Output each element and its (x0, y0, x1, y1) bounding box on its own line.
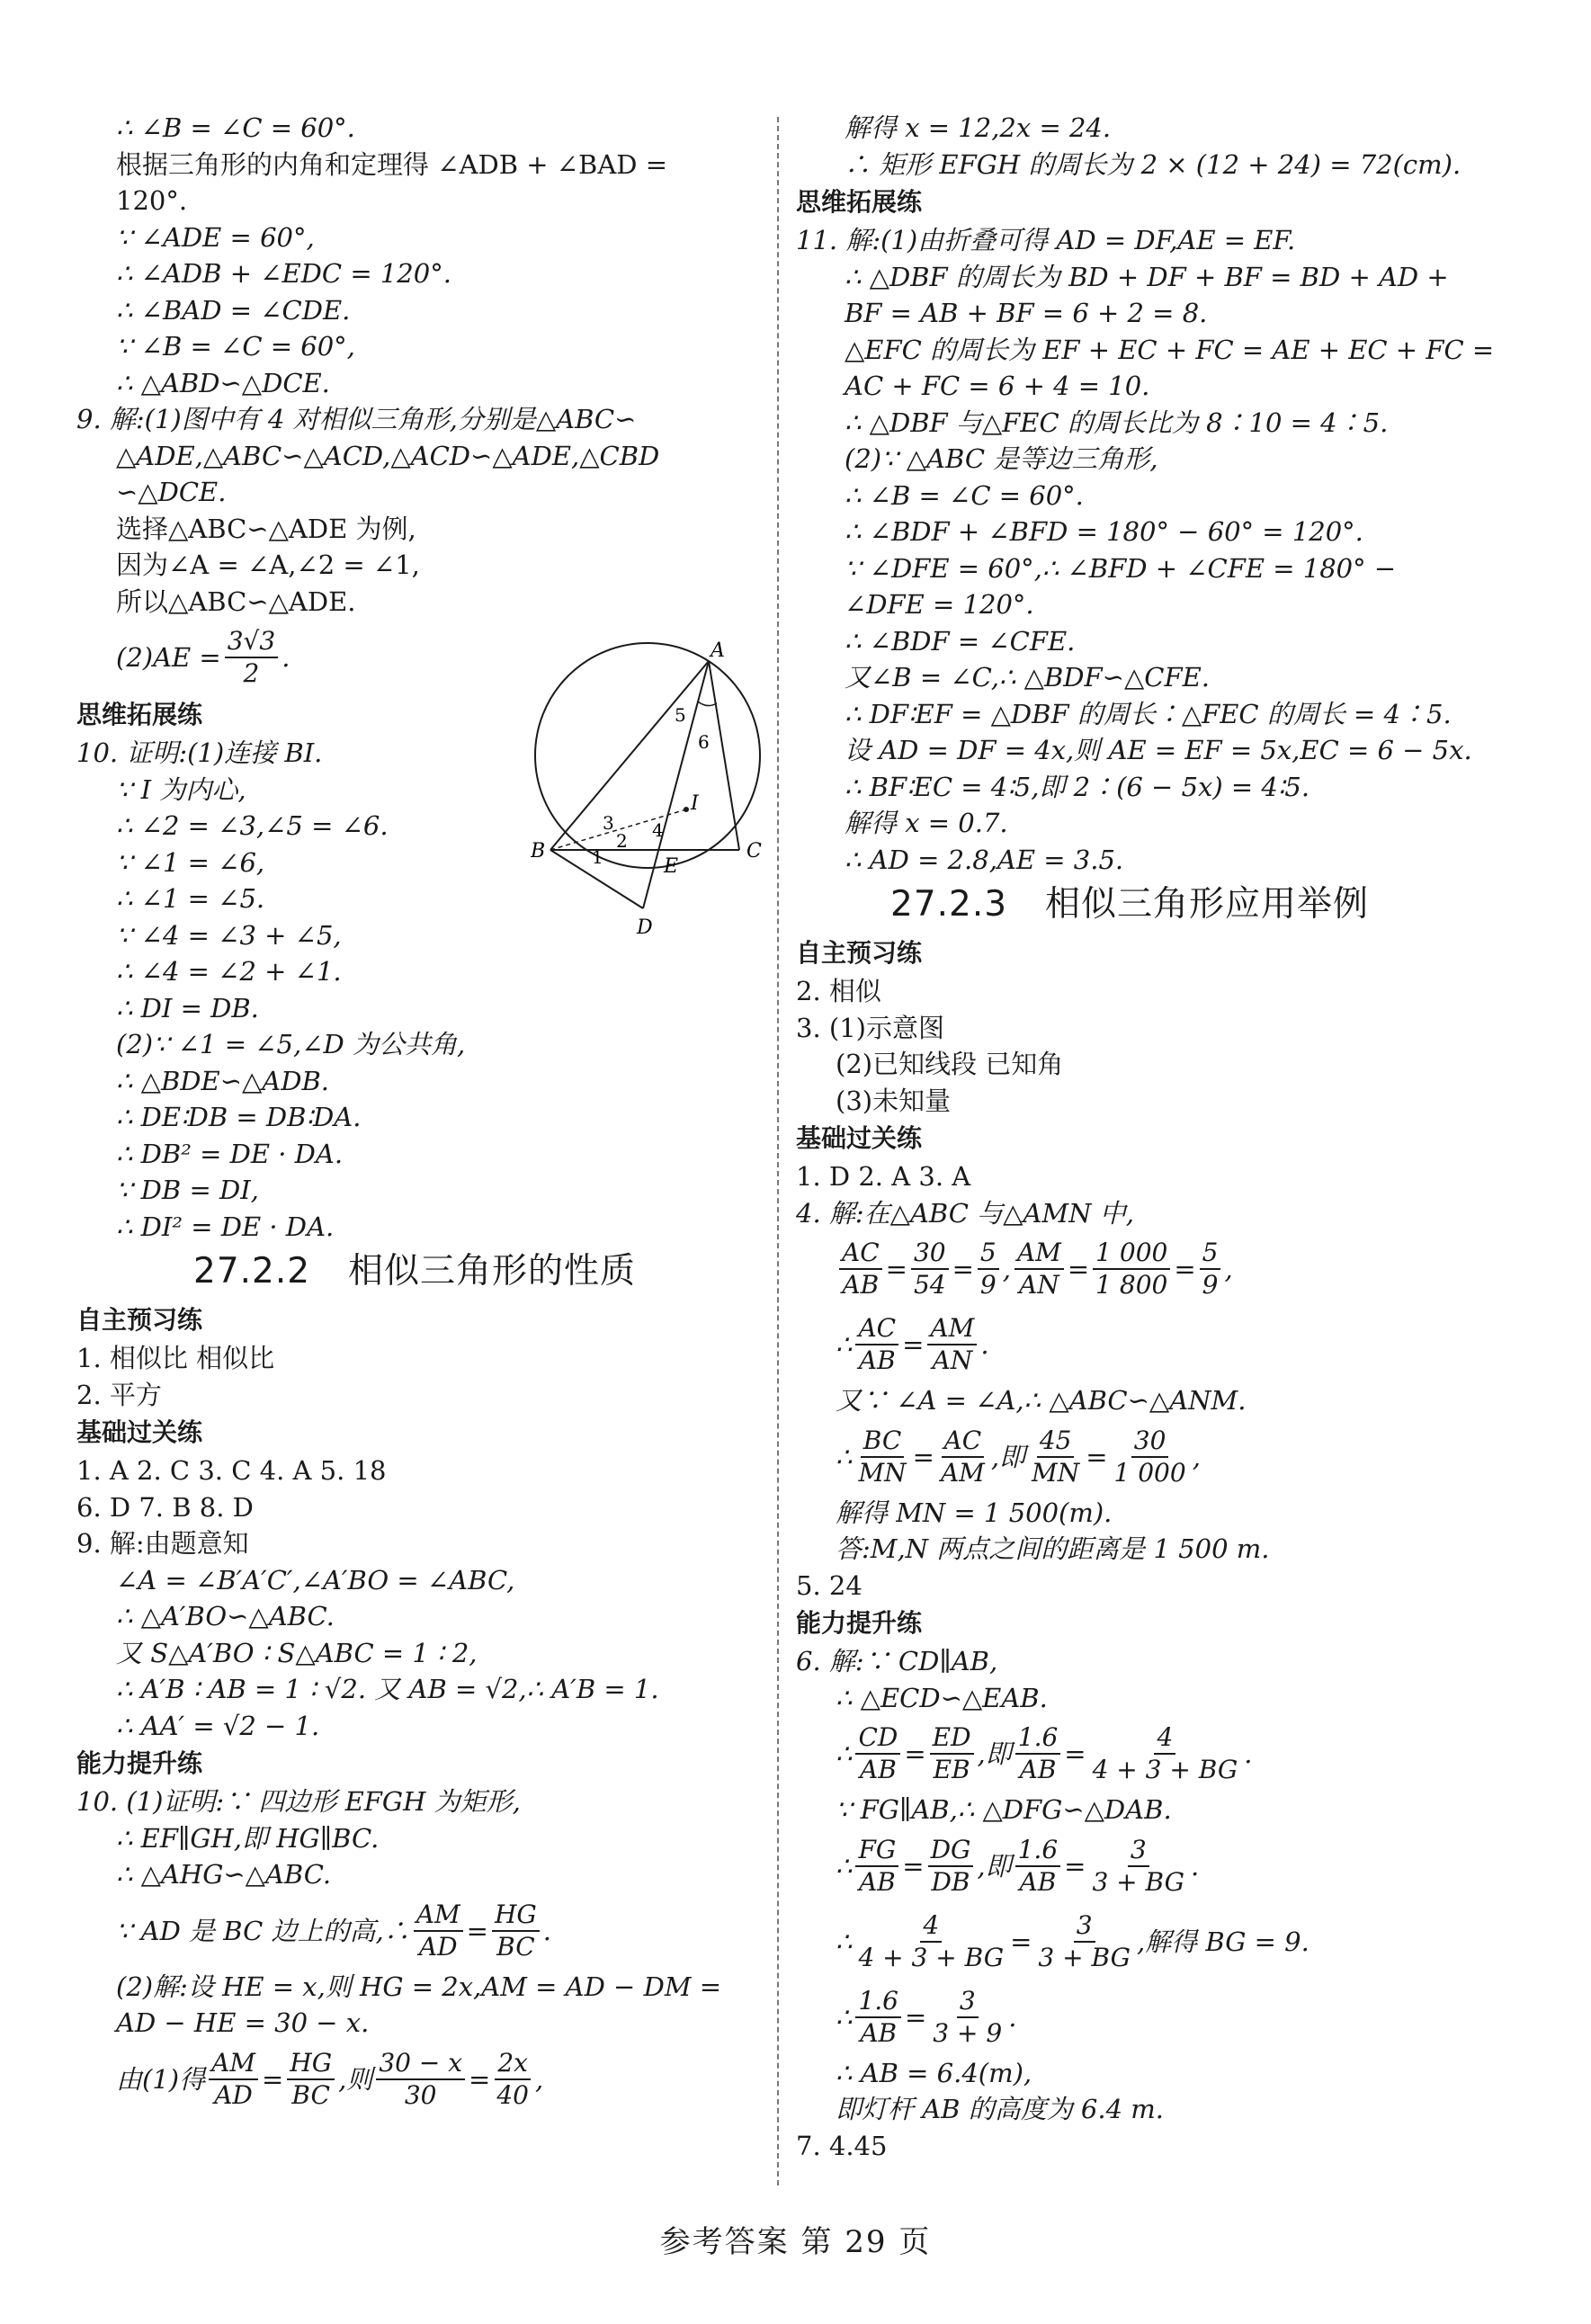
denominator: AB (842, 1270, 880, 1300)
denominator: AB (858, 1866, 896, 1897)
numerator: ED (930, 1722, 974, 1755)
numerator: 1 000 (1093, 1238, 1170, 1270)
text-line: (2)解:设 HE = x,则 HG = 2x,AM = AD − DM = (116, 1971, 722, 2002)
text-line: 10. (1)证明:∵ 四边形 EFGH 为矩形, (76, 1786, 521, 1817)
text-line: 2. 相似 (796, 976, 881, 1006)
denominator: 2 (243, 658, 260, 688)
text-line: ∴ 矩形 EFGH 的周长为 2 × (12 + 24) = 72(cm). (845, 148, 1461, 180)
numerator: HG (287, 2048, 335, 2080)
formula-text: ,即 (990, 1441, 1026, 1472)
text-line: ∵ I 为内心, (116, 773, 246, 805)
formula-text: = (902, 1329, 925, 1360)
denominator: 9 (1202, 1270, 1219, 1300)
numerator: 30 − x (376, 2048, 465, 2080)
formula-line (796, 1980, 1506, 2055)
text-line: ∵ ∠DFE = 60°,∴ ∠BFD + ∠CFE = 180° − (845, 552, 1397, 584)
section-title-text: 相似三角形应用举例 (1045, 884, 1370, 925)
angle-label-2: 2 (616, 830, 628, 852)
fraction (494, 2048, 532, 2111)
denominator: 54 (913, 1270, 946, 1300)
numerator: AM (209, 2048, 258, 2080)
denominator: 3 + BG (1092, 1866, 1184, 1897)
fraction (1093, 1238, 1170, 1301)
fraction (855, 1986, 901, 2049)
section-heading: 自主预习练 (76, 1305, 203, 1335)
denominator: 4 + 3 + BG (1092, 1755, 1238, 1784)
text-line: 120°. (116, 185, 188, 216)
numerator: 30 (911, 1238, 949, 1270)
fraction (1015, 1835, 1061, 1898)
text-line: 又∠B = ∠C,∴ △BDF∽△CFE. (845, 662, 1210, 693)
text-line: ∴ △ECD∽△EAB. (836, 1682, 1048, 1713)
fraction (1200, 1238, 1221, 1301)
text-line: 又∵ ∠A = ∠A,∴ △ABC∽△ANM. (836, 1385, 1247, 1416)
text-line: ∵ FG∥AB,∴ △DFG∽△DAB. (836, 1794, 1172, 1825)
fraction (978, 1238, 999, 1301)
fraction (414, 1899, 463, 1962)
denominator: MN (858, 1457, 907, 1488)
fraction (1015, 1722, 1061, 1785)
fraction (855, 1835, 898, 1898)
numerator: AC (839, 1238, 882, 1270)
text-line: ∴ ∠BAD = ∠CDE. (116, 294, 351, 326)
denominator: AM (940, 1457, 985, 1488)
section-heading: 思维拓展练 (796, 187, 923, 217)
numerator: FG (855, 1835, 898, 1867)
formula-line (796, 1716, 1506, 1792)
text-line: 解得 x = 12,2x = 24. (845, 112, 1112, 143)
formula-text: 由(1)得 (116, 2063, 206, 2095)
point-label-A: A (711, 639, 725, 662)
denominator: AD (214, 2079, 253, 2110)
formula-text: ∴ (836, 1850, 853, 1882)
formula-text: . (1008, 2001, 1017, 2033)
formula-text: , (534, 2063, 544, 2095)
numerator: 45 (1037, 1426, 1075, 1458)
text-line: ∵ ∠B = ∠C = 60°, (116, 331, 355, 362)
numerator: 3 (1128, 1835, 1149, 1867)
text-line: 即灯杆 AB 的高度为 6.4 m. (836, 2094, 1164, 2124)
denominator: AN (932, 1345, 973, 1375)
denominator: BC (291, 2079, 330, 2110)
fraction (855, 1313, 898, 1376)
text-line: 10. 证明:(1)连接 BI. (76, 737, 323, 768)
point-label-C: C (746, 840, 762, 863)
numerator: AM (1014, 1238, 1064, 1270)
text-line: ∵ DB = DI, (116, 1175, 259, 1205)
denominator: 4 + 3 + BG (858, 1942, 1005, 1972)
text-line: ∴ AD = 2.8,AE = 3.5. (845, 844, 1124, 875)
text-line: ∽△DCE. (116, 477, 227, 507)
formula-text: = (885, 1254, 907, 1284)
formula-text: . (980, 1329, 989, 1360)
numerator: 4 (1154, 1722, 1175, 1755)
formula-text: ,解得 BG = 9. (1136, 1926, 1309, 1957)
fraction (1035, 1910, 1133, 1973)
text-line: ∵ ∠4 = ∠3 + ∠5, (116, 919, 342, 951)
formula-text: (2)AE = (116, 642, 221, 673)
section-number: 27.2.2 (193, 1251, 311, 1292)
text-line: ∴ EF∥GH,即 HG∥BC. (116, 1822, 380, 1854)
text-line: 又 S△A′BO ∶ S△ABC = 1 ∶ 2, (116, 1637, 478, 1668)
point-label-D: D (637, 916, 653, 939)
formula-text: = (1010, 1926, 1032, 1957)
numerator: 30 (1131, 1426, 1169, 1458)
formula-text: = (902, 1850, 925, 1882)
text-line: 因为∠A = ∠A,∠2 = ∠1, (116, 550, 420, 580)
text-line: ∴ ∠BDF = ∠CFE. (845, 625, 1076, 657)
formula-text: ∴ (836, 2001, 853, 2033)
fraction (927, 1313, 977, 1376)
section-heading: 自主预习练 (796, 938, 923, 968)
fraction (855, 1722, 900, 1785)
formula-text: = (904, 2001, 927, 2033)
numerator: 3√3 (225, 626, 278, 658)
formula-text: ∴ (836, 1329, 853, 1360)
formula-text: ∵ AD 是 BC 边上的高,∴ (116, 1915, 410, 1946)
formula-text: = (1064, 1850, 1086, 1882)
numerator: AM (927, 1313, 977, 1345)
left-column (76, 110, 760, 2117)
fraction (911, 1238, 949, 1301)
denominator: AD (418, 1931, 458, 1962)
denominator: EB (933, 1755, 970, 1784)
numerator: AC (942, 1426, 985, 1458)
text-line: ∴ BF∶EC = 4∶5,即 2∶(6 − 5x) = 4∶5. (845, 771, 1310, 802)
formula-text: = (1174, 1254, 1196, 1284)
fraction (209, 2048, 258, 2111)
fraction (1089, 1835, 1187, 1898)
text-line: 5. 24 (796, 1569, 863, 1601)
formula-text: = (1067, 1254, 1090, 1284)
formula-text: = (466, 1915, 488, 1946)
formula-text: . (1244, 1739, 1253, 1769)
text-line: ∴ ∠B = ∠C = 60°. (845, 479, 1084, 511)
text-line: 所以△ABC∽△ADE. (116, 585, 356, 617)
text-line: ∴ A′B ∶ AB = 1 ∶ √2. 又 AB = √2,∴ A′B = 1. (116, 1674, 659, 1704)
text-line: 解得 MN = 1 500(m). (836, 1497, 1113, 1528)
text-line: AC + FC = 6 + 4 = 10. (845, 371, 1150, 401)
denominator: MN (1032, 1457, 1080, 1488)
text-line: ∴ DE∶DB = DB∶DA. (116, 1102, 362, 1132)
formula-line (796, 1307, 1506, 1382)
point-label-B: B (531, 840, 546, 863)
text-line: 1. A 2. C 3. C 4. A 5. 18 (76, 1455, 387, 1486)
denominator: 40 (496, 2079, 529, 2110)
numerator: DG (928, 1835, 974, 1867)
angle-label-4: 4 (652, 819, 664, 841)
fraction (938, 1426, 988, 1488)
denominator: AB (859, 1755, 897, 1784)
formula-text: ,则 (338, 2063, 373, 2095)
denominator: 30 (404, 2079, 437, 2110)
text-line: ∴ △AHG∽△ABC. (116, 1859, 332, 1890)
fraction (1090, 1722, 1241, 1785)
text-line: 11. 解:(1)由折叠可得 AD = DF,AE = EF. (796, 225, 1296, 255)
formula-text: = (952, 1254, 974, 1284)
page-footer: 参考答案 第 29 页 (659, 2224, 932, 2260)
text-line: BF = AB + BF = 6 + 2 = 8. (845, 298, 1208, 328)
formula-text: , (1192, 1441, 1201, 1472)
text-line: ∴ DI² = DE · DA. (116, 1211, 335, 1242)
formula-text: = (469, 2063, 491, 2095)
text-line: ∴ AB = 6.4(m), (836, 2057, 1032, 2088)
numerator: HG (492, 1899, 540, 1932)
numerator: 4 (920, 1910, 942, 1943)
text-line: △ADE,△ABC∽△ACD,△ACD∽△ADE,△CBD (116, 440, 660, 471)
right-column (796, 110, 1506, 2164)
numerator: 3 (1074, 1910, 1095, 1943)
denominator: AN (1019, 1270, 1059, 1300)
formula-line (796, 1231, 1506, 1307)
formula-text: ∴ (836, 1739, 853, 1769)
text-line: ∴ △BDE∽△ADB. (116, 1065, 330, 1096)
fraction (287, 2048, 335, 2111)
text-line: 9. 解:由题意知 (76, 1528, 249, 1559)
text-line: ∴ △ABD∽△DCE. (116, 367, 330, 398)
fraction (930, 1722, 974, 1785)
text-line: ∴ ∠B = ∠C = 60°. (116, 112, 355, 143)
formula-text: , (1224, 1254, 1233, 1284)
formula-line (796, 1419, 1506, 1495)
text-line: ∵ ∠ADE = 60°, (116, 221, 315, 253)
point-label-E: E (664, 855, 679, 878)
formula-line (76, 1893, 760, 1969)
fraction (855, 1426, 908, 1488)
text-line: 根据三角形的内角和定理得 ∠ADB + ∠BAD = (116, 148, 668, 180)
numerator: AM (414, 1899, 463, 1932)
fraction (376, 2048, 465, 2111)
formula-line (76, 2042, 760, 2117)
text-line: ∴ DI = DB. (116, 992, 259, 1023)
text-line: 6. D 7. B 8. D (76, 1491, 254, 1523)
text-line: 7. 4.45 (796, 2130, 888, 2161)
text-line: 答:M,N 两点之间的距离是 1 500 m. (836, 1533, 1270, 1564)
fraction (855, 1910, 1006, 1973)
section-heading: 基础过关练 (796, 1123, 923, 1153)
text-line: ∵ ∠1 = ∠6, (116, 846, 265, 878)
numerator: 2x (495, 2048, 531, 2080)
figure-svg (531, 594, 764, 944)
text-line: (3)未知量 (836, 1085, 952, 1116)
circle-figure (531, 594, 764, 944)
formula-text: . (1191, 1850, 1200, 1882)
angle-label-6: 6 (698, 731, 710, 753)
section-heading: 能力提升练 (76, 1748, 203, 1778)
fraction (492, 1899, 540, 1962)
numerator: 1.6 (1015, 1835, 1061, 1867)
numerator: 1.6 (855, 1986, 901, 2018)
text-line: (2)∵ ∠1 = ∠5,∠D 为公共角, (116, 1029, 466, 1059)
fraction (225, 626, 278, 689)
denominator: 1 000 (1113, 1457, 1186, 1488)
text-line: ∴ AA′ = √2 − 1. (116, 1710, 320, 1741)
text-line: 选择△ABC∽△ADE 为例, (116, 513, 416, 544)
incenter-point (684, 807, 689, 812)
text-line: 4. 解:在△ABC 与△AMN 中, (796, 1197, 1134, 1229)
text-line: ∠DFE = 120°. (845, 589, 1034, 620)
text-line: 1. D 2. A 3. A (796, 1161, 971, 1192)
formula-text: , (1002, 1254, 1011, 1284)
text-line: ∴ △A′BO∽△ABC. (116, 1601, 335, 1631)
formula-text: = (1064, 1739, 1086, 1769)
denominator: 3 + BG (1038, 1942, 1131, 1972)
numerator: AC (855, 1313, 898, 1345)
denominator: BC (496, 1931, 535, 1962)
angle-label-1: 1 (592, 846, 603, 868)
formula-line (796, 1904, 1506, 1980)
denominator: AB (1019, 1755, 1057, 1784)
denominator: 9 (979, 1270, 997, 1300)
fraction (1112, 1426, 1189, 1488)
text-line: 6. 解:∵ CD∥AB, (796, 1646, 998, 1676)
denominator: AB (860, 2017, 898, 2048)
numerator: BC (861, 1426, 905, 1458)
fraction (1029, 1426, 1082, 1488)
denominator: DB (931, 1866, 970, 1897)
formula-text: ,即 (977, 1739, 1012, 1769)
text-line: ∴ △DBF 与△FEC 的周长比为 8∶10 = 4∶5. (845, 407, 1389, 438)
section-title (796, 878, 1506, 934)
text-line: ∴ ∠BDF + ∠BFD = 180° − 60° = 120°. (845, 516, 1363, 547)
fraction (928, 1835, 974, 1898)
fraction (1014, 1238, 1064, 1301)
text-line: 9. 解:(1)图中有 4 对相似三角形,分别是△ABC∽ (76, 404, 637, 434)
text-line: ∴ ∠ADB + ∠EDC = 120°. (116, 258, 451, 289)
denominator: AB (858, 1345, 896, 1375)
column-divider (777, 117, 779, 2185)
formula-text: = (912, 1441, 934, 1472)
text-line: 设 AD = DF = 4x,则 AE = EF = 5x,EC = 6 − 5x. (845, 735, 1472, 765)
text-line: AD − HE = 30 − x. (116, 2007, 370, 2038)
circumcircle (535, 643, 760, 868)
numerator: 5 (1200, 1238, 1221, 1270)
text-line: 3. (1)示意图 (796, 1012, 944, 1043)
text-line: ∴ DF∶EF = △DBF 的周长∶△FEC 的周长 = 4∶5. (845, 698, 1452, 729)
numerator: 1.6 (1015, 1722, 1061, 1755)
text-line: ∴ △DBF 的周长为 BD + DF + BF = BD + AD + (845, 261, 1449, 292)
text-line: ∠A = ∠B′A′C′,∠A′BO = ∠ABC, (116, 1564, 515, 1596)
formula-text: ∴ (836, 1441, 853, 1472)
section-number: 27.2.3 (890, 884, 1008, 925)
section-title (76, 1245, 760, 1301)
numerator: 5 (978, 1238, 999, 1270)
text-line: (2)已知线段 已知角 (836, 1049, 1064, 1079)
text-line: 2. 平方 (76, 1379, 162, 1410)
fraction (930, 1986, 1005, 2049)
text-line: 解得 x = 0.7. (845, 808, 1008, 838)
angle-label-5: 5 (675, 704, 686, 726)
angle-arc (698, 702, 717, 706)
segment-AB (550, 661, 709, 850)
formula-text: . (542, 1915, 551, 1946)
point-label-I: I (691, 792, 699, 815)
formula-text: . (282, 642, 290, 673)
fraction (839, 1238, 882, 1301)
section-heading: 基础过关练 (76, 1417, 203, 1447)
text-line: △EFC 的周长为 EF + EC + FC = AE + EC + FC = (845, 334, 1495, 365)
formula-text: ∴ (836, 1926, 853, 1957)
text-line: ∴ ∠4 = ∠2 + ∠1. (116, 956, 342, 987)
formula-text: ,即 (977, 1850, 1012, 1882)
text-line: (2)∵ △ABC 是等边三角形, (845, 443, 1158, 474)
numerator: 3 (957, 1986, 979, 2018)
text-line: ∴ ∠2 = ∠3,∠5 = ∠6. (116, 810, 389, 841)
text-line: ∴ ∠1 = ∠5. (116, 883, 265, 914)
formula-text: = (1086, 1441, 1108, 1472)
denominator: 1 800 (1095, 1270, 1168, 1300)
denominator: AB (1019, 1866, 1057, 1897)
segment-AC (709, 661, 739, 850)
numerator: CD (855, 1722, 900, 1755)
angle-label-3: 3 (603, 812, 614, 834)
denominator: 3 + 9 (933, 2017, 1003, 2048)
text-line: 1. 相似比 相似比 (76, 1343, 275, 1373)
section-title-text: 相似三角形的性质 (348, 1251, 637, 1292)
section-heading: 能力提升练 (796, 1608, 923, 1638)
text-line: ∴ DB² = DE · DA. (116, 1138, 344, 1169)
formula-line (796, 1828, 1506, 1904)
formula-text: = (261, 2063, 284, 2095)
formula-text: = (904, 1739, 926, 1769)
section-heading: 思维拓展练 (76, 700, 203, 729)
